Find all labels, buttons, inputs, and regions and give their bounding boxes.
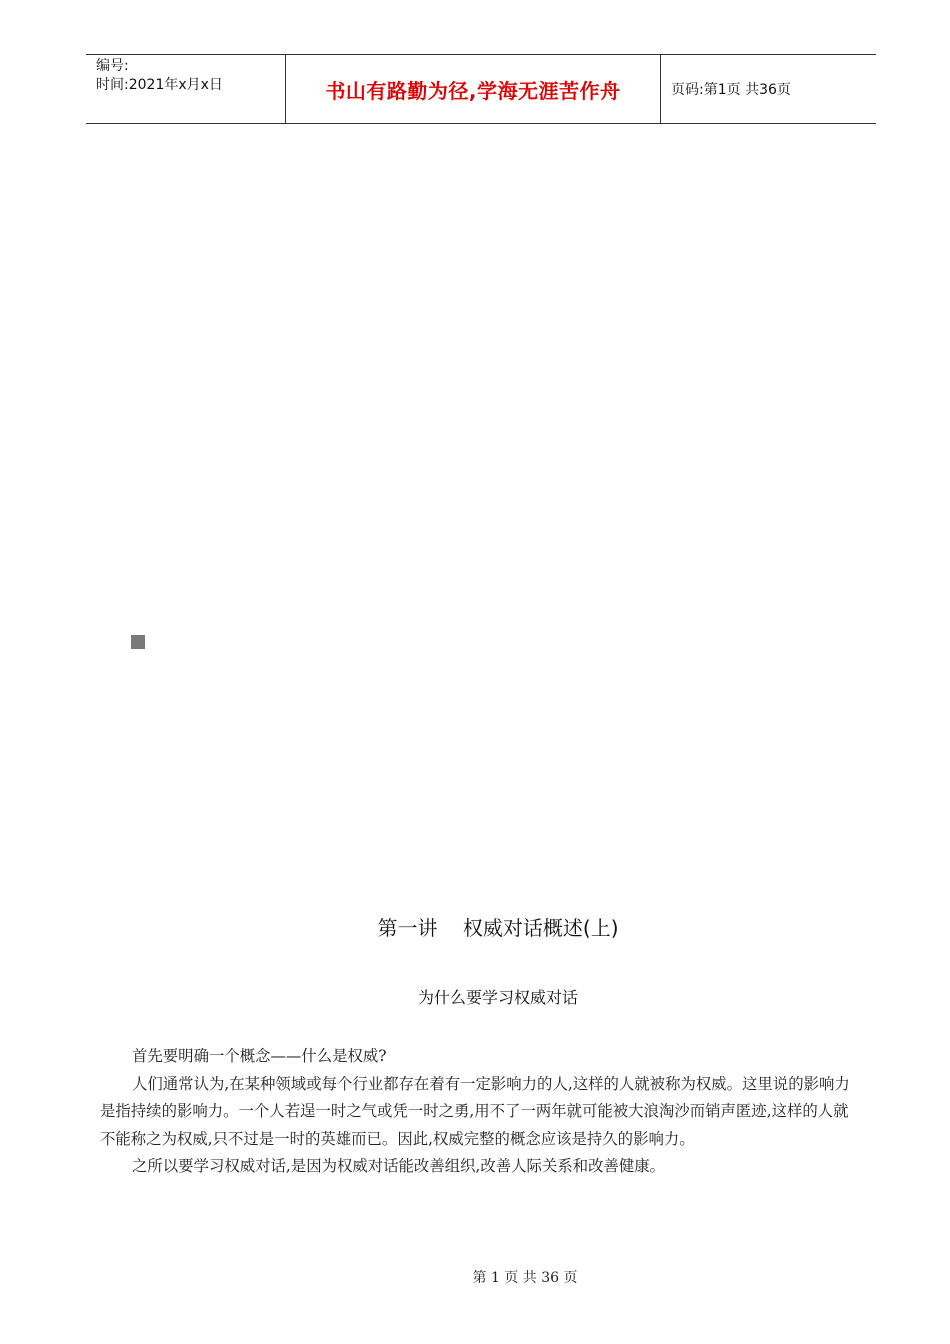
paragraph: 人们通常认为,在某种领域或每个行业都存在着有一定影响力的人,这样的人就被称为权威。这里说的影响力是指持续的影响力。一个人若逞一时之气或凭一时之勇,用不了一两年就可能被大浪淘沙而销声匿迹,这样的人就不能称之为权威,只不过是一时的英雄而已。因此,权威完整的概念应该是持久的影响力。 — [100, 1074, 850, 1148]
square-bullet-icon — [131, 635, 145, 649]
header-page-info: 页码:第1页 共36页 — [671, 82, 791, 98]
time-label: 时间:2021年x月x日 — [96, 77, 223, 93]
footer-page-number: 第 1 页 共 36 页 — [472, 1270, 578, 1286]
body-text — [100, 1043, 862, 1181]
header-table — [86, 54, 876, 124]
paragraph: 之所以要学习权威对话,是因为权威对话能改善组织,改善人际关系和改善健康。 — [132, 1157, 666, 1175]
chapter-title: 第一讲 权威对话概述(上) — [377, 916, 619, 940]
header-meta-cell — [86, 55, 286, 123]
number-label: 编号: — [96, 58, 129, 74]
paragraph: 首先要明确一个概念——什么是权威? — [132, 1047, 387, 1065]
section-title: 为什么要学习权威对话 — [417, 988, 578, 1007]
header-motto: 书山有路勤为径,学海无涯苦作舟 — [286, 55, 661, 123]
